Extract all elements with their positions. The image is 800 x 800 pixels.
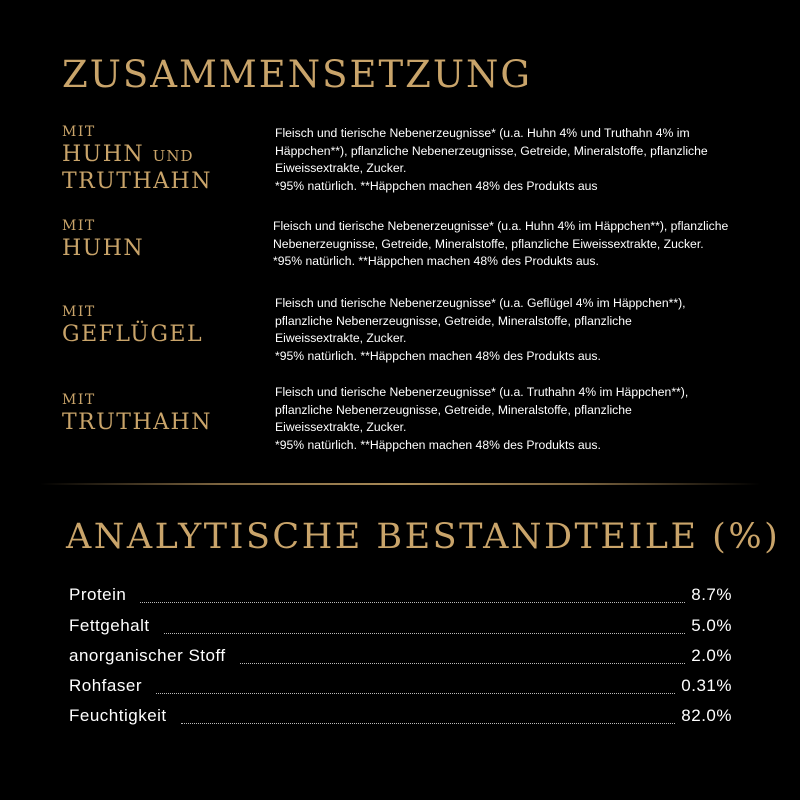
composition-title: ZUSAMMENSETZUNG [62,53,532,96]
variant-truthahn [62,385,762,452]
analysis-row-value: 5.0% [691,616,732,635]
analysis-row-value: 8.7% [691,585,732,604]
variant-name-line2: TRUTHAHN [62,169,212,194]
variant-prefix: MIT [62,392,96,408]
variant-gefluegel [62,296,762,363]
variant-label [62,302,272,347]
analysis-row [69,616,732,640]
analysis-row-value: 2.0% [691,646,732,665]
variant-ingredients: Fleisch und tierische Nebenerzeugnisse* (u.a. Huhn 4% im Häppchen**), pflanzliche Nebenerzeugnisse, Getreide, Mineralstoffe, pflanzliche Eiweissextrakte, Zucker. *95% natürlich. **Häppchen machen 48% des Produkts aus. [273,219,729,268]
dot-leader [156,693,675,694]
variant-ingredients: Fleisch und tierische Nebenerzeugnisse* (u.a. Truthahn 4% im Häppchen**), pflanzliche Nebenerzeugnisse, Getreide, Mineralstoffe, pflanzliche Eiweissextrakte, Zucker. *95% natürlich. **Häppchen machen 48% des Produkts aus. [275,385,689,452]
variant-label [62,390,272,435]
dot-leader [140,602,685,603]
analysis-row-value: 82.0% [681,706,732,725]
variant-name-line1: GEFLÜGEL [62,322,204,347]
variant-huhn [62,216,762,266]
variant-name-line1: HUHN UND [62,142,194,167]
analysis-row-name: Protein [69,585,127,604]
analysis-row-name: Rohfaser [69,676,142,695]
analysis-row-name: Feuchtigkeit [69,706,167,725]
analysis-row [69,706,732,730]
variant-ingredients: Fleisch und tierische Nebenerzeugnisse* (u.a. Huhn 4% und Truthahn 4% im Häppchen**), pflanzliche Nebenerzeugnisse, Getreide, Mineralstoffe, pflanzliche Eiweissextrakte, Zucker. *95% natürlich. **Häppchen machen 48% des Produkts aus [275,126,708,193]
variant-prefix: MIT [62,218,96,234]
analysis-title: ANALYTISCHE BESTANDTEILE (%) [66,517,781,557]
variant-name-line1: TRUTHAHN [62,410,212,435]
variant-name-line1: HUHN [62,236,145,261]
analysis-row [69,585,732,609]
dot-leader [164,633,686,634]
dot-leader [181,723,676,724]
analysis-row [69,646,732,670]
variant-prefix: MIT [62,124,96,140]
variant-prefix: MIT [62,304,96,320]
variant-label [62,216,272,261]
variant-label [62,122,272,194]
dot-leader [240,663,686,664]
variant-ingredients: Fleisch und tierische Nebenerzeugnisse* (u.a. Geflügel 4% im Häppchen**), pflanzliche Nebenerzeugnisse, Getreide, Mineralstoffe, pflanzliche Eiweissextrakte, Zucker. *95% natürlich. **Häppchen machen 48% des Produkts aus. [275,296,686,363]
analysis-row-value: 0.31% [681,676,732,695]
variant-huhn-truthahn [62,122,762,192]
analysis-row-name: anorganischer Stoff [69,646,226,665]
section-divider [40,483,760,485]
analysis-row-name: Fettgehalt [69,616,150,635]
analysis-row [69,676,732,700]
